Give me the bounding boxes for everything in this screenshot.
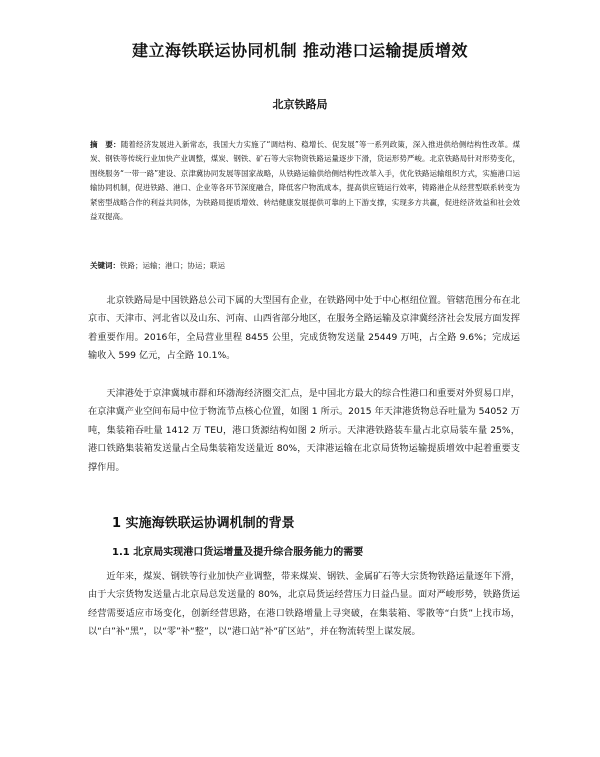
paper-title: 建立海铁联运协同机制 推动港口运输提质增效 <box>131 41 469 60</box>
keywords-text: 铁路；运输；港口；协运；联运 <box>120 261 225 270</box>
body-paragraph-2: 天津港处于京津冀城市群和环渤海经济圈交汇点，是中国北方最大的综合性港口和重要对外贸易口岸，在京津冀产业空间布局中位于物流节点核心位置，如图 1 所示。2015 年天津港货物总吞吐量为 54052 万吨，集装箱吞吐量 1412 万 TEU，港口货源结构如图 2 所示。天津港铁路装车量占北京局装车量 25%，港口铁路集装箱发送量占全局集装箱发送量近 80%，天津港运输在北京局货物运输提质增效中起着重要支撑作用。 <box>88 388 520 473</box>
keywords-label: 关键词： <box>90 261 120 270</box>
section-heading-1-1: 1.1 北京局实现港口货运增量及提升综合服务能力的需要 <box>112 547 364 558</box>
abstract-block <box>90 138 520 224</box>
paper-author: 北京铁路局 <box>272 98 328 111</box>
abstract-label: 摘 要： <box>90 140 121 149</box>
keywords-block <box>90 260 520 272</box>
body-paragraph-3: 近年来，煤炭、钢铁等行业加快产业调整，带来煤炭、钢铁、金属矿石等大宗货物铁路运量逐年下滑，由于大宗货物发送量占北京局总发送量的 80%，北京局货运经营压力日益凸显。面对严峻形势，铁路货运经营需要适应市场变化，创新经营思路，在港口铁路增量上寻突破，在集装箱、零散等“白货”上找市场，以“白”补“黑”，以“零”补“整”，以“港口站”补“矿区站”，并在物流转型上谋发展。 <box>88 571 520 638</box>
abstract-text: 随着经济发展进入新常态，我国大力实施了“调结构、稳增长、促发展”等一系列政策，深入推进供给侧结构性改革。煤炭、钢铁等传统行业加快产业调整，煤炭、钢铁、矿石等大宗物资铁路运量逐步下滑，货运形势严峻。北京铁路局针对形势变化，围绕服务“一带一路”建设、京津冀协同发展等国家战略，从铁路运输供给侧结构性改革入手，优化铁路运输组织方式，实施港口运输协同机制，促进铁路、港口、企业等各环节深度融合，降低客户物流成本，提高供应链运行效率，铸路港企从经营型联系转变为紧密型战略合作的利益共同体，为铁路局提质增效、转结健康发展提供可靠的上下游支撑，实现多方共赢，促进经济效益和社会效益双提高。 <box>90 140 520 222</box>
body-paragraph-1: 北京铁路局是中国铁路总公司下属的大型国有企业，在铁路网中处于中心枢纽位置。管辖范围分布在北京市、天津市、河北省以及山东、河南、山西省部分地区，在服务全路运输及京津冀经济社会发展方面发挥着重要作用。2016年，全局营业里程 8455 公里，完成货物发送量 25449 万吨，占全路 9.6%；完成运输收入 599 亿元，占全路 10.1%。 <box>88 295 520 362</box>
section-heading-1: 1 实施海铁联运协调机制的背景 <box>112 516 295 531</box>
